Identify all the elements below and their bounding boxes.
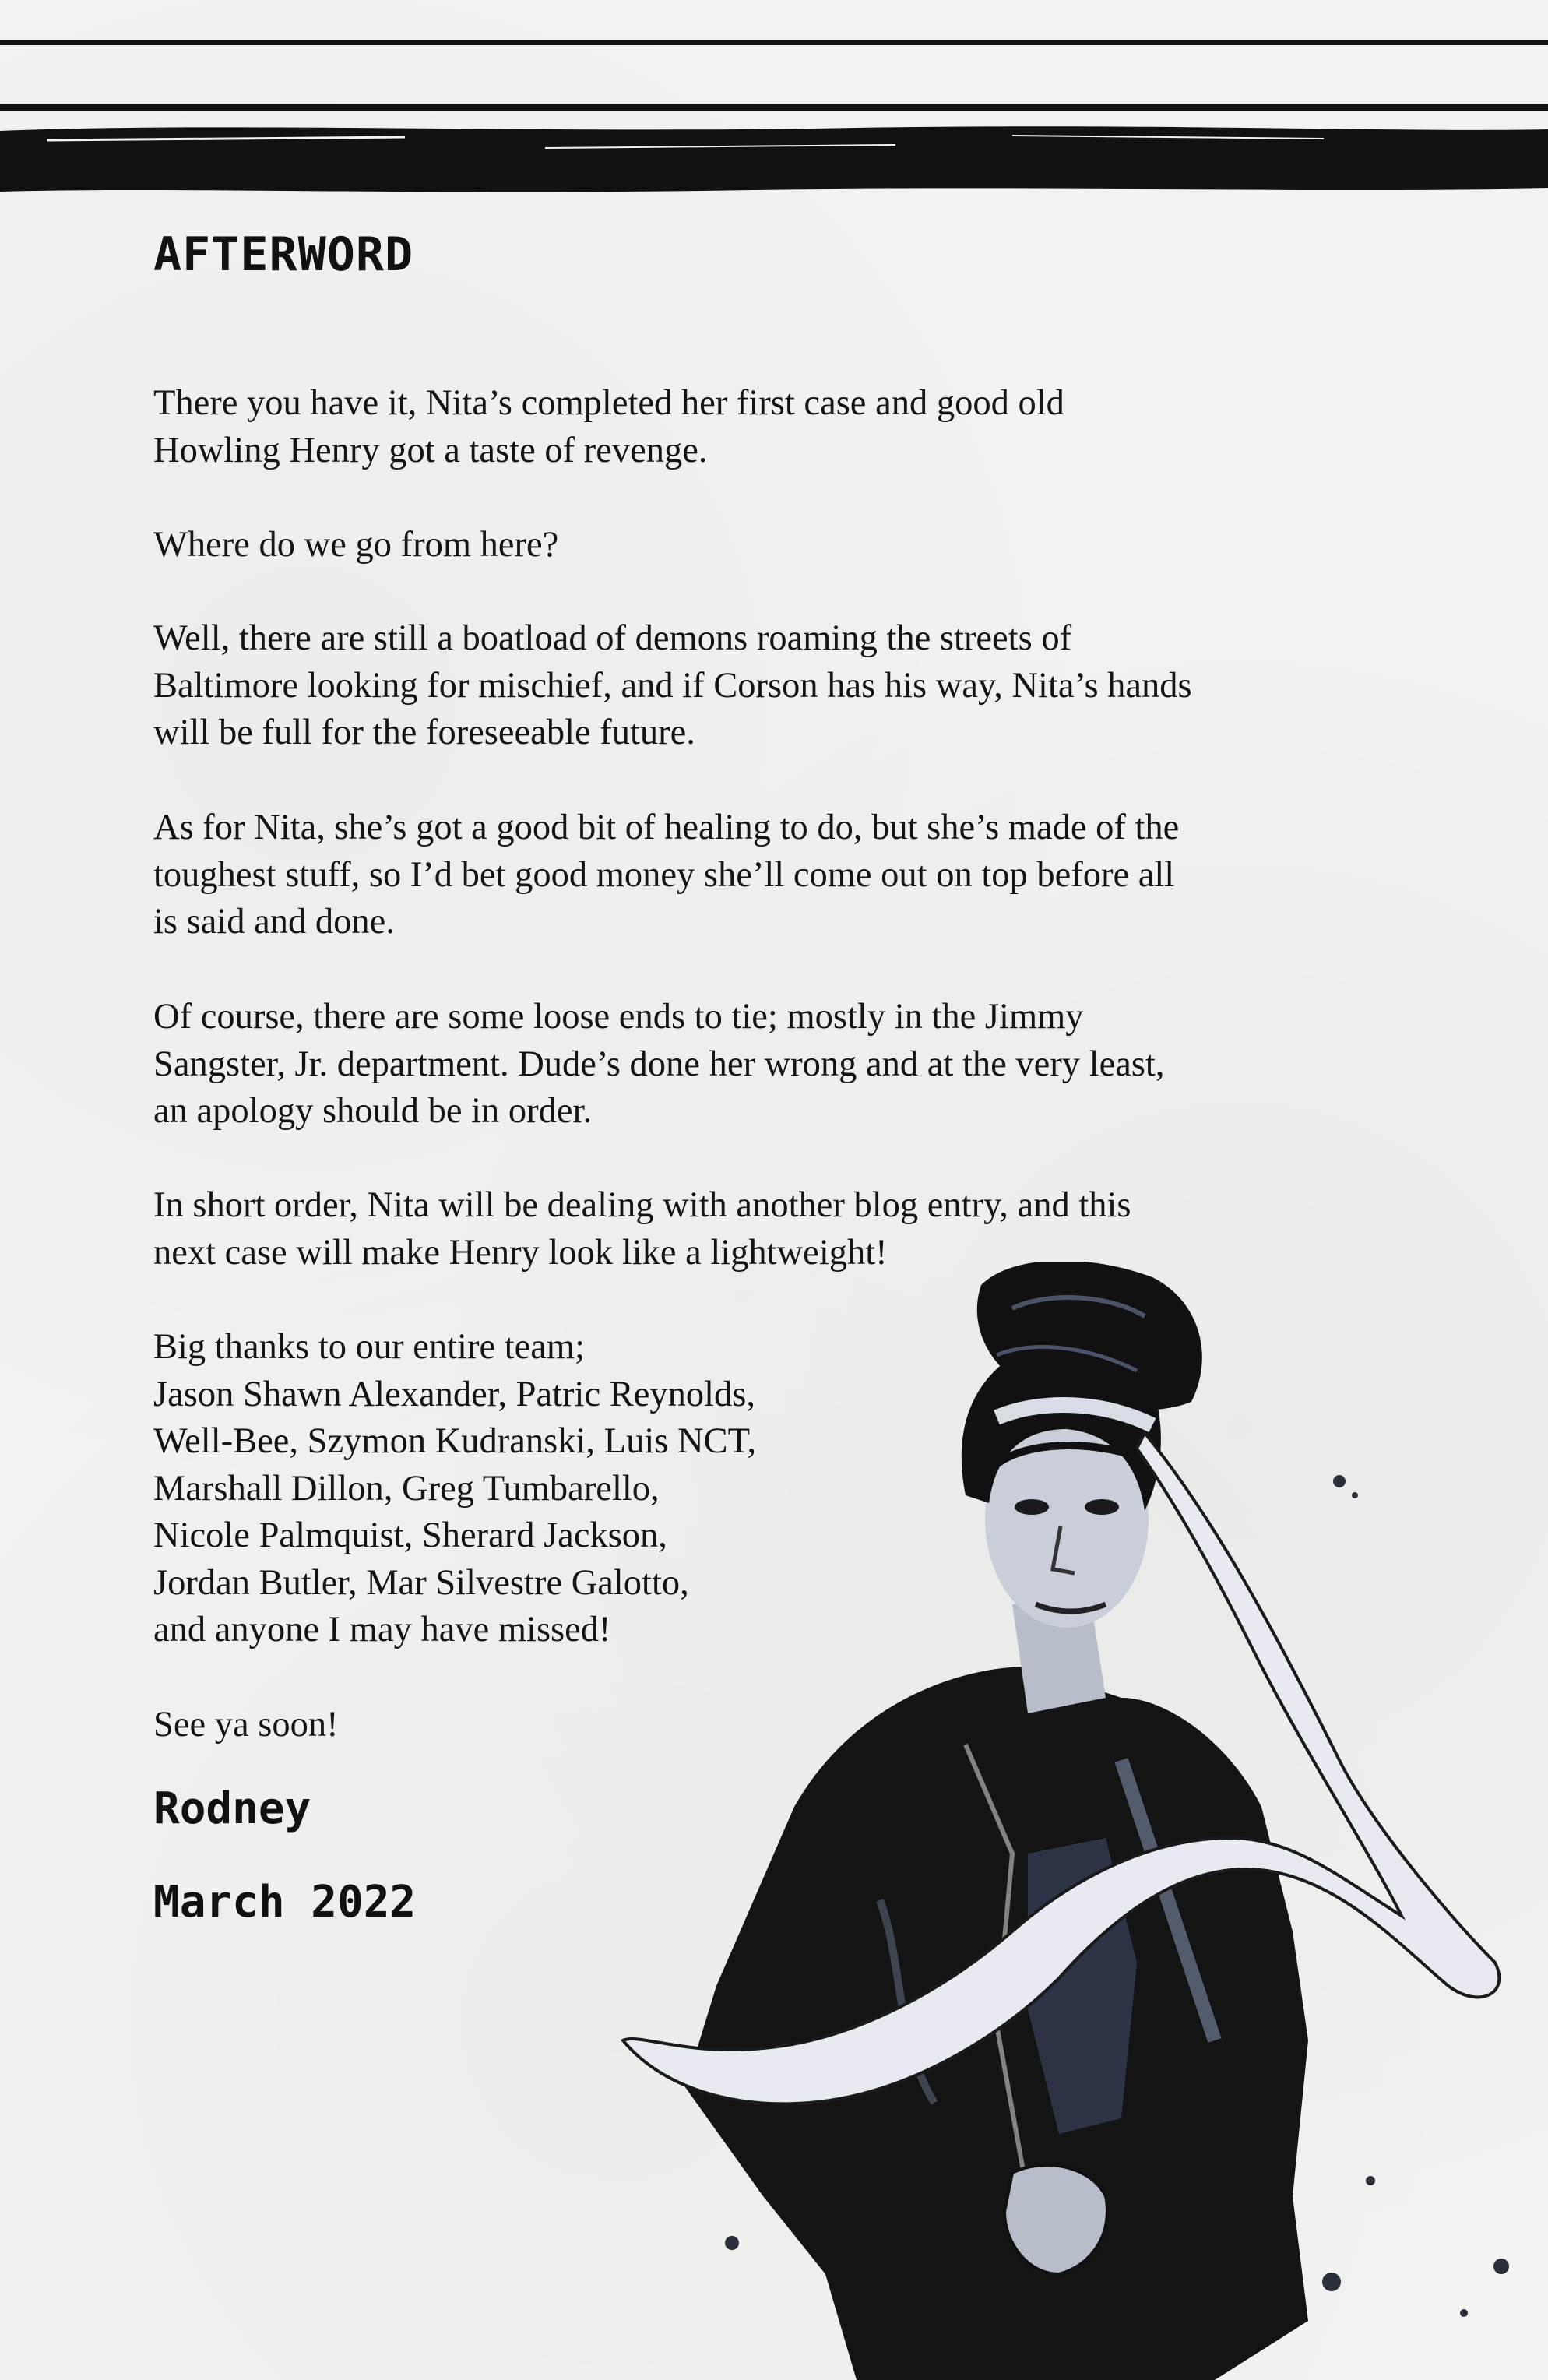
- paragraph-5: Of course, there are some loose ends to tie; mostly in the Jimmy Sangster, Jr. department. Dude’s done her wrong and at the very least, an apology should be in order.: [153, 997, 1165, 1131]
- paragraph-1: There you have it, Nita’s completed her first case and good old Howling Henry got a taste of revenge.: [153, 383, 1064, 470]
- paragraph-4: As for Nita, she’s got a good bit of healing to do, but she’s made of the toughest stuff, so I’d bet good money she’ll come out on top before all is said and done.: [153, 808, 1180, 942]
- brush-stroke-banner: [0, 117, 1548, 202]
- top-rule: [0, 40, 1548, 45]
- paragraph-3: Well, there are still a boatload of demons roaming the streets of Baltimore looking for mischief, and if Corson has his way, Nita’s hands will be full for the foreseeable future.: [153, 618, 1192, 752]
- character-illustration: [529, 1262, 1548, 2380]
- paragraph-2: Where do we go from here?: [153, 525, 559, 565]
- second-rule: [0, 104, 1548, 111]
- paragraph-6: In short order, Nita will be dealing with another blog entry, and this next case will make Henry look like a lightweight!: [153, 1185, 1131, 1273]
- paragraph-8: See ya soon!: [153, 1705, 339, 1745]
- paragraph-7-credits: Big thanks to our entire team; Jason Shawn Alexander, Patric Reynolds, Well-Bee, Szymon Kudranski, Luis NCT, Marshall Dillon, Greg Tumbarello, Nicole Palmquist, Sherard Jackson, Jordan Butler, Mar Silvestre Galotto, and anyone I may have missed!: [153, 1327, 757, 1649]
- signature: Rodney: [153, 1783, 311, 1834]
- page-title: AFTERWORD: [153, 227, 414, 282]
- date: March 2022: [153, 1877, 417, 1928]
